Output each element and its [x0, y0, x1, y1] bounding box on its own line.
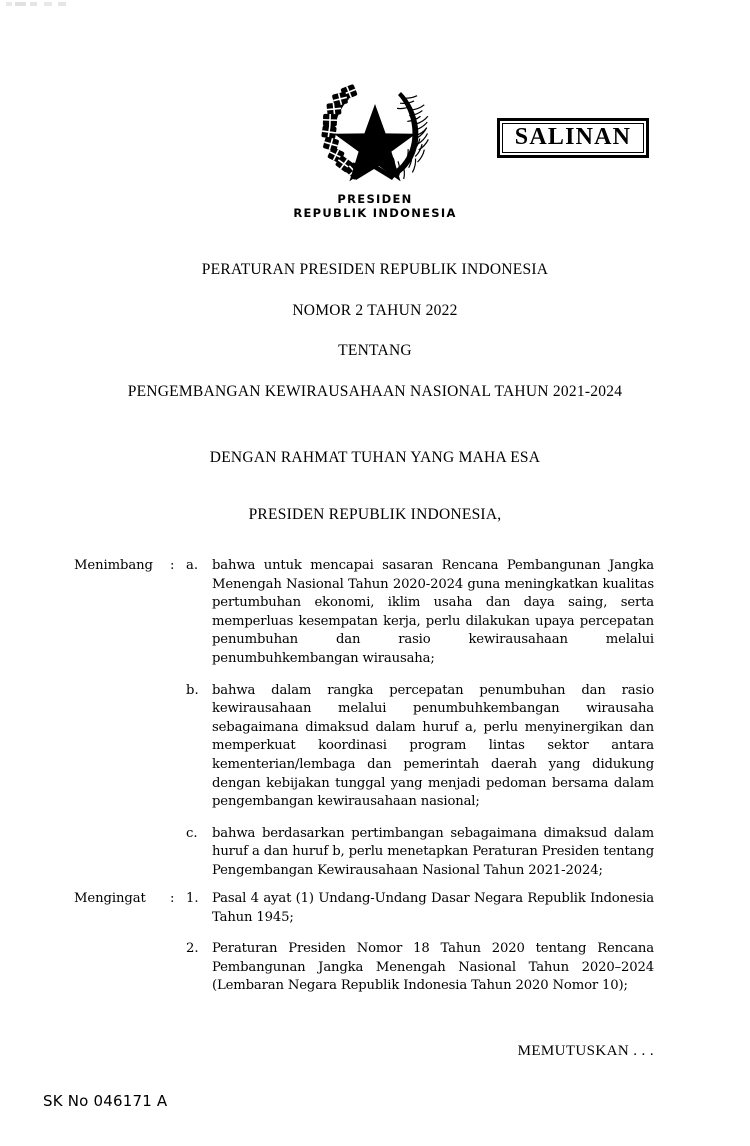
mengingat-item-1 [74, 890, 654, 927]
mengingat-section [74, 890, 654, 996]
page-continuation-note: MEMUTUSKAN . . . [517, 1043, 654, 1059]
menimbang-text-b: bahwa dalam rangka percepatan penumbuhan dan rasio kewirausahaan melalui penumbuhkembangan wirausaha sebagaimana dimaksud dalam huruf a, perlu menyinergikan dan memperkuat koordinasi program lintas sektor antara kementerian/lembaga dan pemerintah daerah yang didukung dengan kebijakan tunggal yang menjadi pedoman bersama dalam pengembangan kewirausahaan nasional; [212, 682, 654, 810]
invocation-text: DENGAN RAHMAT TUHAN YANG MAHA ESA [209, 449, 541, 466]
menimbang-text-a: bahwa untuk mencapai sasaran Rencana Pembangunan Jangka Menengah Nasional Tahun 2020-2024 guna meningkatkan kualitas pertumbuhan ekonomi, iklim usaha dan daya saing, serta memperluas kesempatan kerja, perlu dilakukan upaya percepatan penumbuhan dan rasio kewirausahaan melalui penumbuhkembangan wirausaha; [212, 558, 654, 666]
salinan-stamp-label: SALINAN [514, 124, 632, 150]
title-number-year: NOMOR 2 TAHUN 2022 [292, 301, 458, 319]
menimbang-marker-a: a. [186, 558, 199, 573]
menimbang-label: Menimbang [74, 558, 153, 573]
mengingat-text-2: Peraturan Presiden Nomor 18 Tahun 2020 tentang Rencana Pembangunan Jangka Menengah Nasional Tahun 2020–2024 (Lembaran Negara Republik Indonesia Tahun 2020 Nomor 10); [212, 941, 654, 994]
salinan-stamp [497, 118, 649, 158]
menimbang-item-c [74, 825, 654, 881]
issuer-text: PRESIDEN REPUBLIK INDONESIA, [248, 506, 502, 523]
mengingat-colon: : [170, 891, 175, 906]
title-about-label: TENTANG [338, 342, 412, 359]
menimbang-marker-c: c. [186, 825, 198, 841]
title-subject: PENGEMBANGAN KEWIRAUSAHAAN NASIONAL TAHUN 2021-2024 [127, 382, 623, 400]
menimbang-colon: : [170, 558, 175, 573]
emblem-caption-line2: REPUBLIK INDONESIA [293, 206, 457, 220]
menimbang-marker-b: b. [186, 682, 199, 698]
presidential-emblem-icon [313, 78, 437, 190]
mengingat-text-1: Pasal 4 ayat (1) Undang-Undang Dasar Negara Republik Indonesia Tahun 1945; [212, 891, 654, 925]
emblem-caption [0, 192, 750, 220]
menimbang-section [74, 557, 654, 881]
mengingat-item-2 [74, 940, 654, 996]
mengingat-marker-1: 1. [186, 891, 199, 906]
scan-artifact [6, 2, 72, 6]
mengingat-label: Mengingat [74, 891, 146, 906]
mengingat-marker-2: 2. [186, 941, 199, 957]
title-regulation-type: PERATURAN PRESIDEN REPUBLIK INDONESIA [201, 261, 549, 278]
menimbang-text-c: bahwa berdasarkan pertimbangan sebagaimana dimaksud dalam huruf a dan huruf b, perlu menetapkan Peraturan Presiden tentang Pengembangan Kewirausahaan Nasional Tahun 2021-2024; [212, 825, 654, 878]
menimbang-item-b [74, 682, 654, 812]
menimbang-item-a [74, 557, 654, 669]
sk-number: SK No 046171 A [43, 1092, 168, 1110]
salinan-stamp-inner [502, 123, 644, 153]
emblem-caption-line1: PRESIDEN [337, 192, 413, 206]
document-title-block [0, 262, 750, 399]
